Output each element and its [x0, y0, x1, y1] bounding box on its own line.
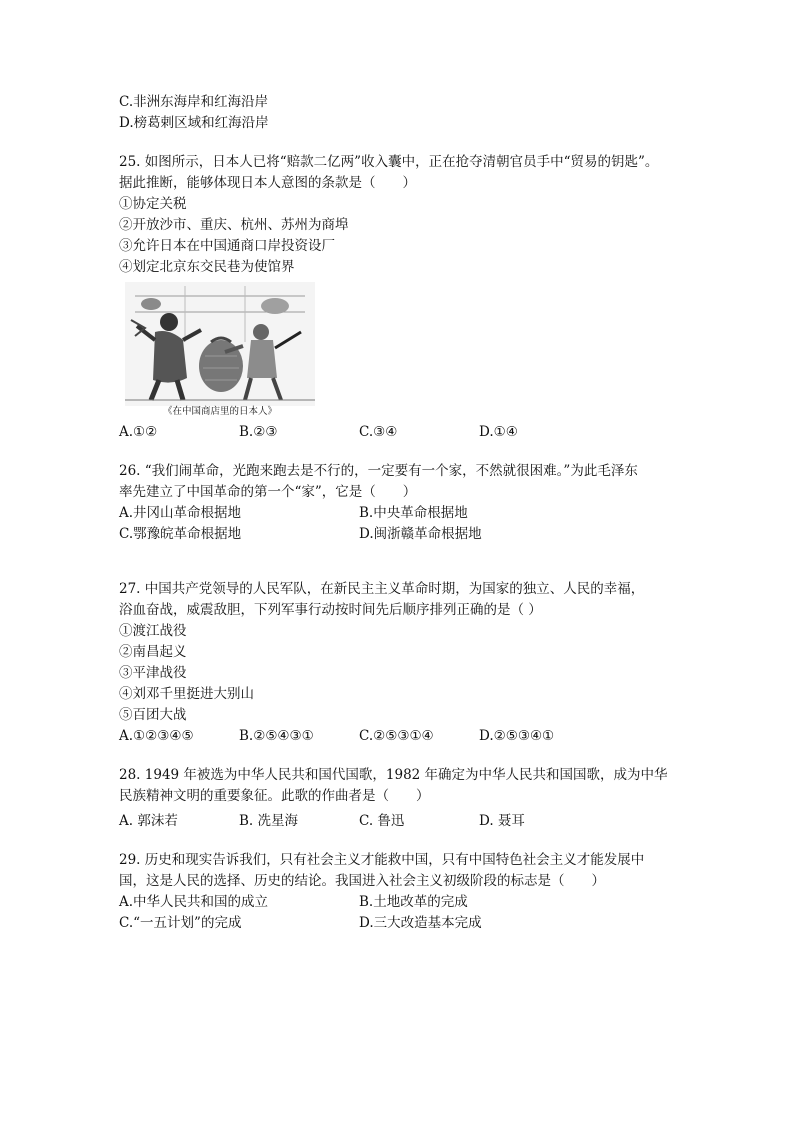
figure-caption: 《在中国商店里的日本人》	[162, 406, 277, 417]
q27-item: ③平津战役	[119, 665, 187, 681]
q26-stem-line2: 率先建立了中国革命的第一个“家”，它是（ ）	[119, 484, 417, 500]
q27-item: ⑤百团大战	[119, 707, 187, 723]
q25-option-b: B.②③	[239, 424, 278, 440]
q24-option-c: C.非洲东海岸和红海沿岸	[119, 94, 269, 110]
q27-option-c: C.②⑤③①④	[359, 728, 434, 744]
q27-option-a: A.①②③④⑤	[119, 728, 194, 744]
q25-item: ④划定北京东交民巷为使馆界	[119, 259, 295, 275]
q27-option-d: D.②⑤③④①	[479, 728, 555, 744]
q28-option-a: A. 郭沫若	[119, 813, 178, 829]
q28-stem-line2: 民族精神文明的重要象征。此歌的作曲者是（ ）	[119, 788, 430, 804]
q27-item: ①渡江战役	[119, 623, 187, 639]
q27-item: ④刘邓千里挺进大别山	[119, 686, 254, 702]
q29-option-d: D.三大改造基本完成	[359, 915, 482, 931]
q26-option-c: C.鄂豫皖革命根据地	[119, 526, 242, 542]
q25-stem-line2: 据此推断，能够体现日本人意图的条款是（ ）	[119, 175, 416, 191]
q26-option-b: B.中央革命根据地	[359, 505, 468, 521]
q24-option-d: D.榜葛剌区域和红海沿岸	[119, 115, 269, 131]
q27-options	[119, 726, 679, 747]
q26-option-d: D.闽浙赣革命根据地	[359, 526, 482, 542]
q25-option-d: D.①④	[479, 424, 518, 440]
q26-stem-line1: 26. “我们闹革命，光跑来跑去是不行的，一定要有一个家，不然就很困难。”为此毛泽东	[119, 463, 638, 479]
q26-options-row2	[119, 524, 679, 545]
q25-option-c: C.③④	[359, 424, 398, 440]
cartoon-figure	[125, 282, 315, 420]
q28-option-d: D. 聂耳	[479, 813, 525, 829]
q27-stem-line1: 27. 中国共产党领导的人民军队，在新民主主义革命时期，为国家的独立、人民的幸福，	[119, 581, 645, 597]
q28-option-b: B. 冼星海	[239, 813, 299, 829]
q25-stem-line1: 25. 如图所示，日本人已将“赔款二亿两”收入囊中，正在抢夺清朝官员手中“贸易的钥匙”。	[119, 154, 659, 170]
q27-item: ②南昌起义	[119, 644, 187, 660]
q28-options	[119, 811, 679, 832]
q29-stem-line2: 国，这是人民的选择、历史的结论。我国进入社会主义初级阶段的标志是（ ）	[119, 873, 605, 889]
q25-option-a: A.①②	[119, 424, 158, 440]
q25-item: ③允许日本在中国通商口岸投资设厂	[119, 238, 335, 254]
q29-option-c: C.“一五计划”的完成	[119, 915, 242, 931]
q28-stem-line1: 28. 1949 年被选为中华人民共和国代国歌，1982 年确定为中华人民共和国国歌，成为中华	[119, 767, 668, 783]
q26-option-a: A.井冈山革命根据地	[119, 505, 242, 521]
q29-option-b: B.土地改革的完成	[359, 894, 468, 910]
q29-stem-line1: 29. 历史和现实告诉我们，只有社会主义才能救中国，只有中国特色社会主义才能发展中	[119, 852, 645, 868]
q27-stem-line2: 浴血奋战，威震敌胆，下列军事行动按时间先后顺序排列正确的是（ ）	[119, 602, 542, 618]
q28-option-c: C. 鲁迅	[359, 813, 405, 829]
q29-options-row1	[119, 892, 679, 913]
q29-option-a: A.中华人民共和国的成立	[119, 894, 269, 910]
q25-item: ①协定关税	[119, 196, 187, 212]
q25-item: ②开放沙市、重庆、杭州、苏州为商埠	[119, 217, 349, 233]
q25-options	[119, 422, 679, 443]
q27-option-b: B.②⑤④③①	[239, 728, 314, 744]
q29-options-row2	[119, 913, 679, 934]
q26-options-row1	[119, 503, 679, 524]
cartoon-illustration	[125, 282, 315, 406]
exam-page	[119, 92, 679, 934]
